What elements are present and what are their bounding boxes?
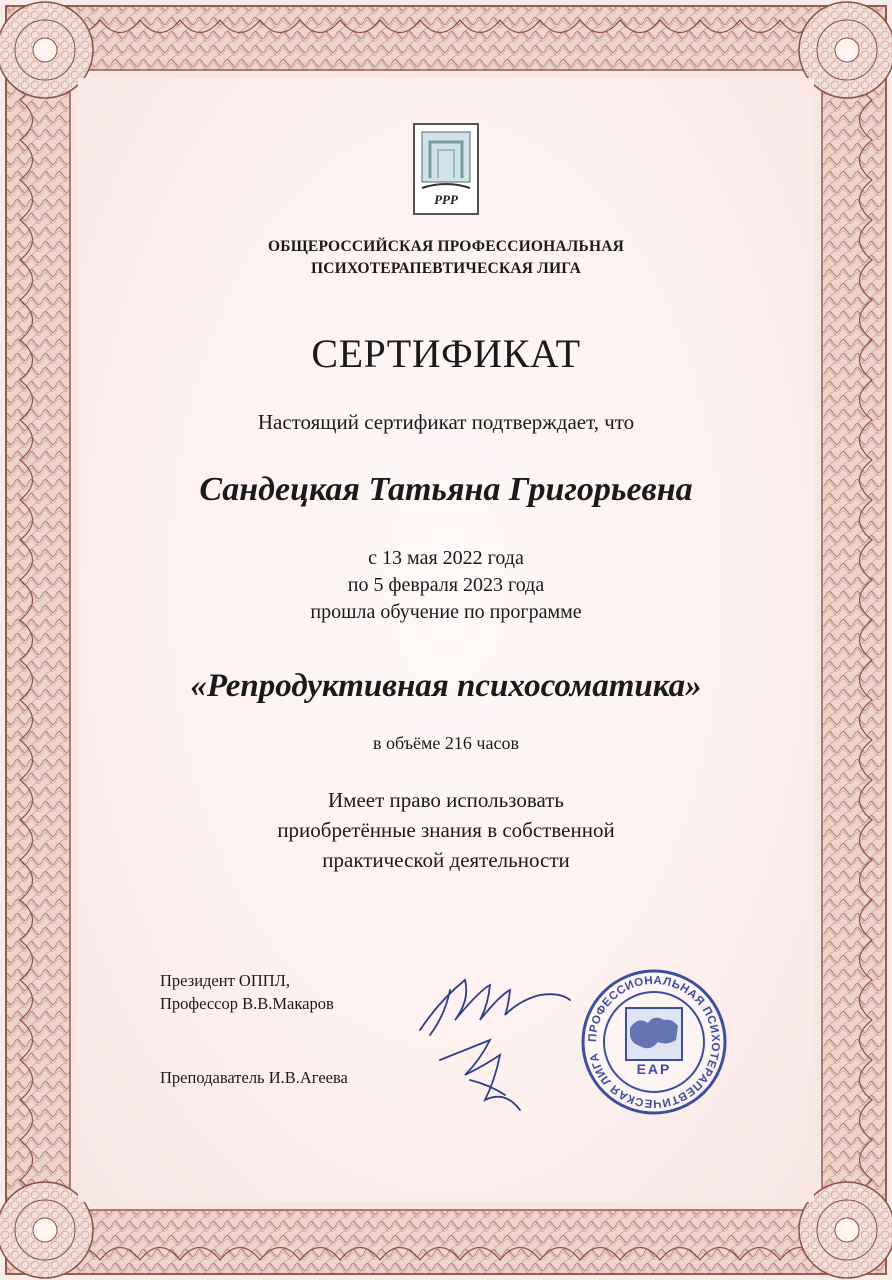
program-hours: в объёме 216 часов (373, 733, 519, 753)
date-from: с 13 мая 2022 года (368, 547, 524, 569)
rights-line-2: приобретённые знания в собственной (277, 818, 615, 842)
handwritten-signatures (410, 960, 580, 1130)
organization-line-2: ПСИХОТЕРАПЕВТИЧЕСКАЯ ЛИГА (310, 260, 582, 277)
training-line: прошла обучение по программе (310, 601, 582, 623)
league-logo (412, 122, 480, 216)
date-to: по 5 февраля 2023 года (347, 574, 545, 596)
recipient-name: Сандецкая Татьяна Григорьевна (199, 471, 693, 508)
teacher-signatory: Преподаватель И.В.Агеева (160, 1068, 348, 1087)
training-period (0, 545, 892, 626)
program-name: «Репродуктивная психосоматика» (190, 668, 702, 704)
rights-statement (0, 785, 892, 875)
organization-name (0, 236, 892, 280)
organization-line-1: ОБЩЕРОССИЙСКАЯ ПРОФЕССИОНАЛЬНАЯ (267, 238, 624, 255)
stamp-ring-text: ПРОФЕССИОНАЛЬНАЯ ПСИХОТЕРАПЕВТИЧЕСКАЯ ЛИГА (586, 974, 722, 1110)
rights-line-1: Имеет право использовать (327, 788, 565, 812)
certificate-intro: Настоящий сертификат подтверждает, что (257, 410, 635, 434)
stamp-center-text: EAP (636, 1061, 672, 1077)
president-name: Профессор В.В.Макаров (160, 994, 334, 1013)
rights-line-3: практической деятельности (322, 848, 570, 872)
certificate-title: СЕРТИФИКАТ (311, 331, 581, 376)
president-signatory (160, 969, 334, 1015)
president-title: Президент ОППЛ, (160, 971, 290, 990)
organization-stamp (580, 968, 728, 1116)
logo-text: РРР (434, 192, 458, 207)
